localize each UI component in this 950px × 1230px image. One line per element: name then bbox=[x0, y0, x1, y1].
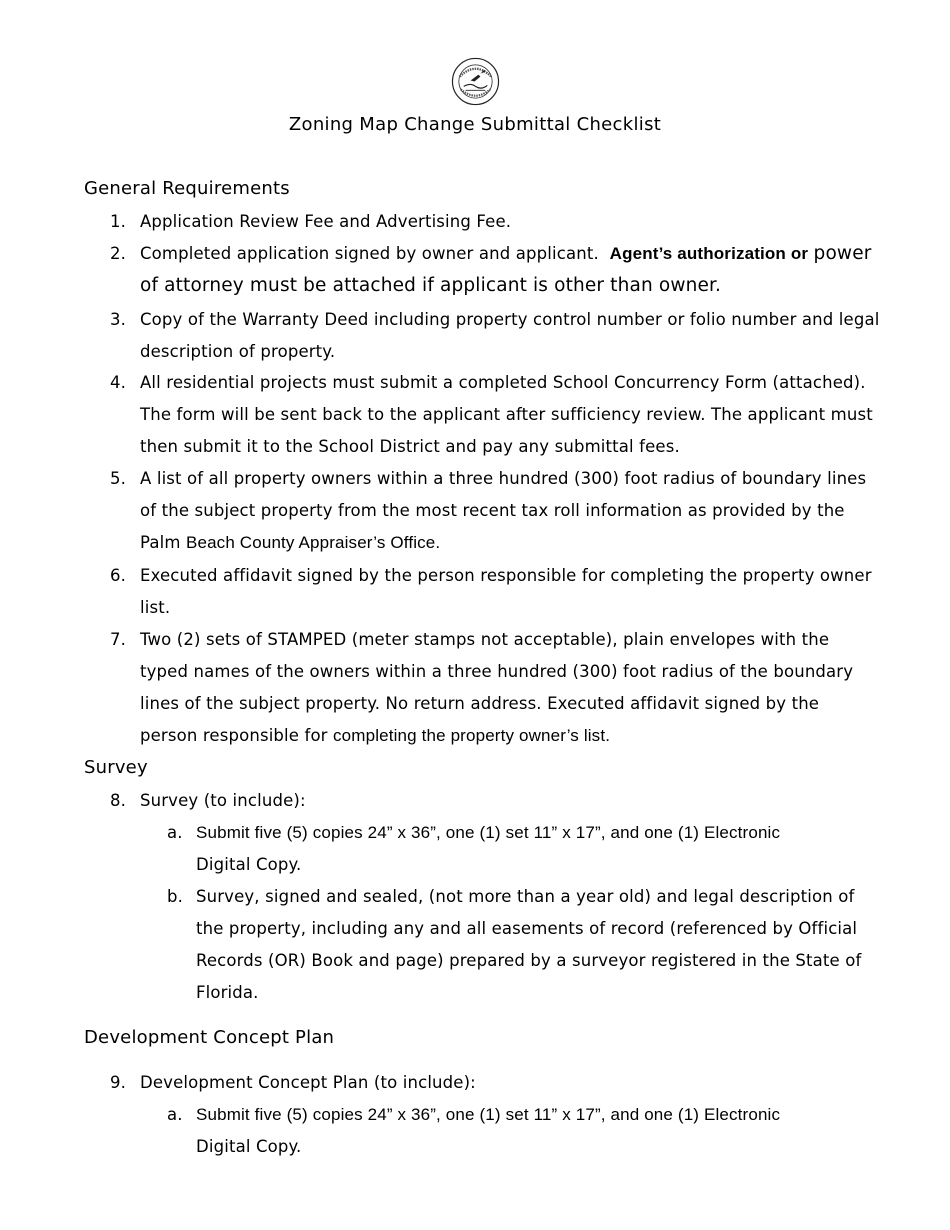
item-text: Digital Copy. bbox=[196, 1137, 302, 1156]
item-text: Two (2) sets of STAMPED (meter stamps not acceptable), plain envelopes with the typed names of the owners within a three hundred (300) foot radius of the boundary lines of the subject property. No return address. Executed affidavit signed by the person responsible for bbox=[140, 630, 854, 745]
item-text: Digital Copy. bbox=[196, 855, 302, 874]
list-subitem bbox=[167, 881, 876, 1009]
list-item bbox=[110, 1067, 880, 1099]
item-text: Submit five (5) copies 24” x 36”, one (1) set 11” x 17”, and one (1) Electronic bbox=[196, 1105, 781, 1124]
item-letter: b. bbox=[167, 887, 184, 906]
section-heading-survey: Survey bbox=[84, 757, 148, 778]
item-text: Submit five (5) copies 24” x 36”, one (1) set 11” x 17”, and one (1) Electronic bbox=[196, 823, 781, 842]
item-text: Survey (to include): bbox=[140, 791, 306, 810]
list-item bbox=[110, 206, 880, 238]
item-text: All residential projects must submit a completed School Concurrency Form (attached). The form will be sent back to the applicant after sufficiency review. The applicant must then submit it to the School District and pay any submittal fees. bbox=[140, 373, 873, 456]
item-text: A list of all property owners within a three hundred (300) foot radius of boundary lines of the subject property from the most recent tax roll information as provided by the Palm bbox=[140, 469, 867, 552]
section-heading-development-concept-plan: Development Concept Plan bbox=[84, 1027, 335, 1048]
list-item bbox=[110, 463, 880, 559]
item-text: Executed affidavit signed by the person responsible for completing the property owner list. bbox=[140, 566, 872, 617]
item-text: Completed application signed by owner and applicant. bbox=[140, 244, 599, 263]
item-text: Development Concept Plan (to include): bbox=[140, 1073, 476, 1092]
list-item bbox=[110, 304, 880, 368]
item-number: 2. bbox=[110, 244, 127, 263]
item-text: power of attorney must be attached if applicant is other than owner. bbox=[140, 243, 872, 296]
city-seal-icon bbox=[451, 57, 500, 106]
item-number: 9. bbox=[110, 1073, 127, 1092]
item-text: completing the property owner’s list. bbox=[333, 726, 611, 745]
page-title: Zoning Map Change Submittal Checklist bbox=[288, 114, 662, 135]
list-item bbox=[110, 785, 880, 817]
list-subitem bbox=[167, 1099, 876, 1163]
item-text: Application Review Fee and Advertising Fee. bbox=[140, 212, 512, 231]
list-item bbox=[110, 367, 880, 463]
section-heading-general: General Requirements bbox=[84, 178, 290, 199]
item-number: 6. bbox=[110, 566, 127, 585]
item-number: 5. bbox=[110, 469, 127, 488]
item-text-emphasis: Agent’s authorization or bbox=[609, 244, 809, 263]
item-letter: a. bbox=[167, 823, 183, 842]
item-number: 7. bbox=[110, 630, 127, 649]
item-text: Beach County Appraiser’s Office. bbox=[185, 533, 441, 552]
item-text: Copy of the Warranty Deed including property control number or folio number and legal description of property. bbox=[140, 310, 880, 361]
item-text: Survey, signed and sealed, (not more than a year old) and legal description of the property, including any and all easements of record (referenced by Official Records (OR) Book and page) prepared by a surveyor registered in the State of Florida. bbox=[196, 887, 862, 1002]
item-number: 1. bbox=[110, 212, 127, 231]
list-item bbox=[110, 238, 880, 302]
list-item bbox=[110, 560, 880, 624]
item-number: 8. bbox=[110, 791, 127, 810]
list-item bbox=[110, 624, 880, 752]
item-letter: a. bbox=[167, 1105, 183, 1124]
item-number: 3. bbox=[110, 310, 127, 329]
item-number: 4. bbox=[110, 373, 127, 392]
list-subitem bbox=[167, 817, 876, 881]
